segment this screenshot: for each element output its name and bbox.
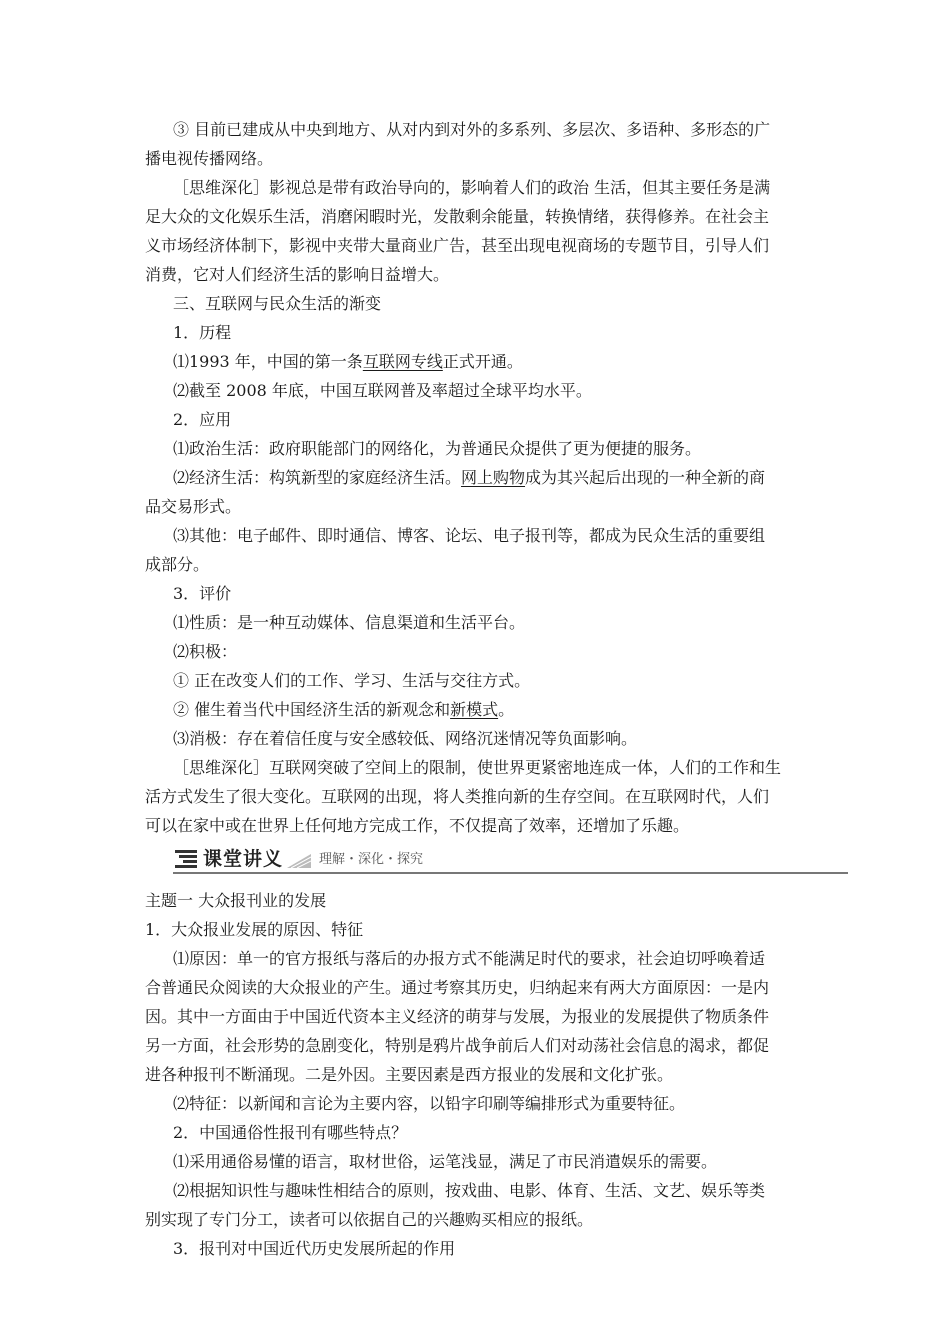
subheading: 3．报刊对中国近代历史发展所起的作用 (173, 1239, 456, 1258)
underlined-term: 新模式 (450, 700, 499, 719)
text-run: ② 催生着当代中国经济生活的新观念和 (173, 700, 451, 719)
paragraph-line: 足大众的文化娱乐生活，消磨闲暇时光，发散剩余能量，转换情绪，获得修养。在社会主 (145, 207, 770, 226)
text-run: ⑴1993 年，中国的第一条 (173, 352, 363, 371)
text-run: ⑵经济生活：构筑新型的家庭经济生活。 (173, 468, 462, 487)
paragraph-line: ③ 目前已建成从中央到地方、从对内到对外的多系列、多层次、多语种、多形态的广 (173, 120, 771, 139)
paragraph-line: 另一方面，社会形势的急剧变化，特别是鸦片战争前后人们对动荡社会信息的渴求，都促 (145, 1036, 770, 1055)
subheading: 1．大众报业发展的原因、特征 (145, 920, 364, 939)
wedge-icon (287, 854, 311, 868)
section-heading: 三、互联网与民众生活的渐变 (173, 294, 382, 313)
text-run: 成为其兴起后出现的一种全新的商 (525, 468, 766, 487)
paragraph-line: ⑴政治生活：政府职能部门的网络化，为普通民众提供了更为便捷的服务。 (173, 439, 702, 458)
underlined-term: 互联网专线 (362, 352, 443, 371)
paragraph-line: 消费，它对人们经济生活的影响日益增大。 (145, 265, 450, 284)
paragraph-line: ［思维深化］影视总是带有政治导向的，影响着人们的政治 生活，但其主要任务是满 (173, 178, 771, 197)
subheading: 2．中国通俗性报刊有哪些特点？ (173, 1123, 408, 1142)
underlined-term: 网上购物 (461, 468, 526, 487)
paragraph-line: ⑶消极：存在着信任度与安全感较低、网络沉迷情况等负面影响。 (173, 729, 638, 748)
paragraph-line: 因。其中一方面由于中国近代资本主义经济的萌芽与发展，为报业的发展提供了物质条件 (145, 1007, 770, 1026)
subheading: 2．应用 (173, 410, 232, 429)
paragraph-line: ⑶其他：电子邮件、即时通信、博客、论坛、电子报刊等，都成为民众生活的重要组 (173, 526, 766, 545)
subheading: 3．评价 (173, 584, 232, 603)
section-title: 课堂讲义 (203, 848, 284, 870)
paragraph-line: ［思维深化］互联网突破了空间上的限制，使世界更紧密地连成一体，人们的工作和生 (173, 758, 782, 777)
section-rule (173, 872, 848, 874)
paragraph-line: ⑵积极： (173, 642, 238, 661)
paragraph-line: 可以在家中或在世界上任何地方完成工作，不仅提高了效率，还增加了乐趣。 (145, 816, 690, 835)
paragraph-line: ⑴采用通俗易懂的语言，取材世俗，运笔浅显，满足了市民消遣娱乐的需要。 (173, 1152, 718, 1171)
subheading: 1．历程 (173, 323, 232, 342)
section-banner (173, 846, 848, 874)
paragraph-line (173, 467, 815, 489)
paragraph-line: ⑵截至 2008 年底，中国互联网普及率超过全球平均水平。 (173, 381, 592, 400)
paragraph-line: 别实现了专门分工，读者可以依据自己的兴趣购买相应的报纸。 (145, 1210, 594, 1229)
paragraph-line (173, 351, 815, 373)
text-run: 。 (498, 700, 515, 719)
paragraph-line: ① 正在改变人们的工作、学习、生活与交往方式。 (173, 671, 531, 690)
stripes-icon (175, 850, 197, 868)
paragraph-line: 义市场经济体制下，影视中夹带大量商业广告，甚至出现电视商场的专题节目，引导人们 (145, 236, 770, 255)
paragraph-line: 播电视传播网络。 (145, 149, 274, 168)
topic-heading: 主题一 大众报刊业的发展 (145, 891, 327, 910)
paragraph-line: ⑵特征：以新闻和言论为主要内容，以铅字印刷等编排形式为重要特征。 (173, 1094, 686, 1113)
paragraph-line: 合普通民众阅读的大众报业的产生。通过考察其历史，归纳起来有两大方面原因：一是内 (145, 978, 770, 997)
paragraph-line: ⑴原因：单一的官方报纸与落后的办报方式不能满足时代的要求，社会迫切呼唤着适 (173, 949, 766, 968)
text-run: 正式开通。 (442, 352, 523, 371)
paragraph-line: 进各种报刊不断涌现。二是外因。主要因素是西方报业的发展和文化扩张。 (145, 1065, 674, 1084)
section-subtitle: 理解・深化・探究 (319, 852, 424, 867)
paragraph-line: 成部分。 (145, 555, 210, 574)
paragraph-line: 活方式发生了很大变化。互联网的出现，将人类推向新的生存空间。在互联网时代，人们 (145, 787, 770, 806)
paragraph-line (173, 699, 815, 721)
paragraph-line: 品交易形式。 (145, 497, 242, 516)
paragraph-line: ⑵根据知识性与趣味性相结合的原则，按戏曲、电影、体育、生活、文艺、娱乐等类 (173, 1181, 766, 1200)
paragraph-line: ⑴性质：是一种互动媒体、信息渠道和生活平台。 (173, 613, 526, 632)
